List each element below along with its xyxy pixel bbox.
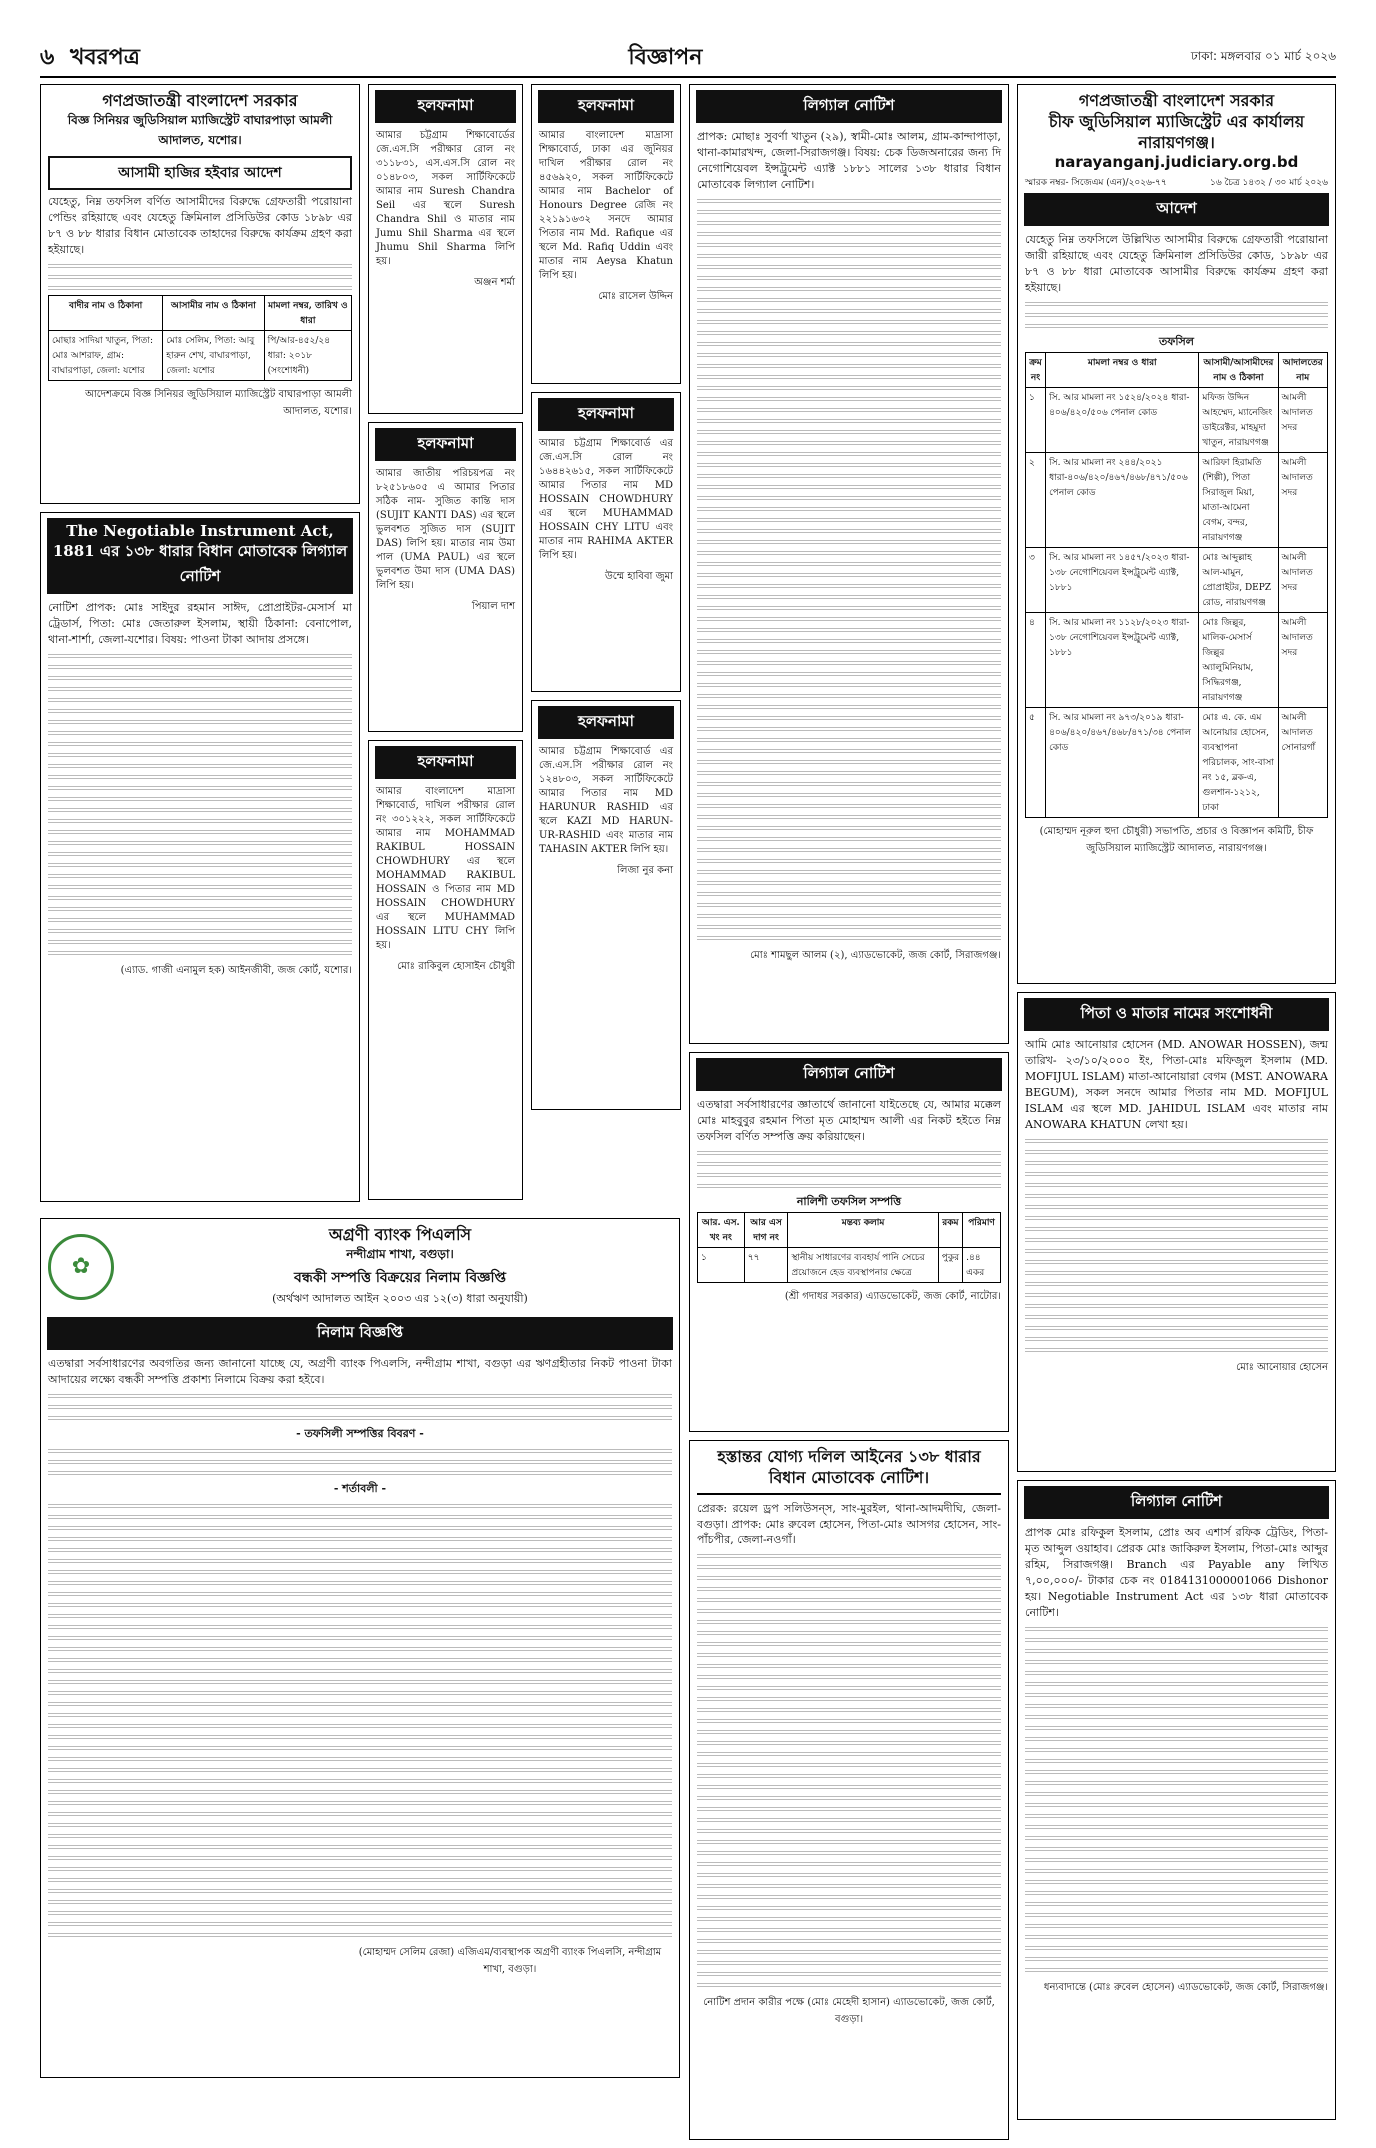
table-row bbox=[1026, 388, 1328, 453]
table-cell: মফিজ উদ্দিন আহম্মেদ, ম্যানেজিং ডাইরেক্টর, মাহমুদা খাতুন, নারায়ণগঞ্জ bbox=[1199, 388, 1278, 453]
paper-name: খবরপত্র bbox=[69, 43, 140, 70]
affidavit-heading: হলফনামা bbox=[538, 398, 674, 431]
ni-act-body: নোটিশ প্রাপক: মোঃ সাইদুর রহমান সাঈদ, প্রোপ্রাইটর-মেসার্স মা ট্রেডার্স, পিতা: মোঃ জেতারুল ইসলাম, স্থায়ী ঠিকানা: বেনাপোল, থানা-শার্শা, জেলা-যশোর। বিষয়: পাওনা টাকা আদায় প্রসঙ্গে। bbox=[48, 601, 352, 646]
masthead bbox=[40, 40, 1336, 78]
name-correction-body: আমি মোঃ আনোয়ার হোসেন (MD. ANOWAR HOSSEN), জন্ম তারিখ- ২৩/১০/২০০০ ইং, পিতা-মোঃ মফিজুল ইসলাম (MD. MOFIJUL ISLAM) মাতা-আনোয়ারা বেগম (MST. ANOWARA BEGUM), সকল সনদে আমার পিতার নাম MD. MOFIJUL ISLAM এর স্থলে MD. JAHIDUL ISLAM এবং মাতার নাম ANOWARA KHATUN লেখা হয়। bbox=[1025, 1038, 1328, 1131]
bank-logo-icon: ✿ bbox=[48, 1234, 114, 1300]
section-title: বিজ্ঞাপন bbox=[628, 44, 703, 70]
transfer-notice bbox=[689, 1440, 1009, 2140]
transfer-notice-heading: হস্তান্তর যোগ্য দলিল আইনের ১৩৮ ধারার বিধান মোতাবেক নোটিশ। bbox=[697, 1447, 1001, 1495]
table-row bbox=[1026, 548, 1328, 613]
table-cell: ৫ bbox=[1026, 708, 1046, 818]
legal-notice-heading: লিগ্যাল নোটিশ bbox=[696, 1058, 1002, 1091]
affidavit bbox=[531, 392, 681, 692]
legal-notice-signature: (শ্রী গদাধর সরকার) এ্যাডভোকেট, জজ কোর্ট, নাটোর। bbox=[784, 1290, 1001, 1302]
affidavit-signature: লিজা নুর কনা bbox=[617, 865, 673, 876]
column-2 bbox=[368, 84, 523, 1208]
ni-act-notice bbox=[40, 512, 360, 1202]
table-row bbox=[1026, 708, 1328, 818]
affidavit-signature: মোঃ রাকিবুল হোসাইন চৌধুরী bbox=[397, 961, 515, 972]
court-name: বিজ্ঞ সিনিয়র জুডিসিয়াল ম্যাজিস্ট্রেট বাঘারপাড়া আমলী আদালত, যশোর। bbox=[67, 112, 333, 147]
table-cell: ৩ bbox=[1026, 548, 1046, 613]
affidavit bbox=[368, 740, 523, 1200]
schedule-heading: - তফসিলী সম্পত্তির বিবরণ - bbox=[296, 1426, 424, 1440]
table-cell: মোঃ এ. কে. এম আনোয়ার হোসেন, ব্যবস্থাপনা পরিচালক, সাং-বাসা নং ১৫, ব্লক-এ, গুলশান-১২১২, ঢাকা bbox=[1199, 708, 1278, 818]
column-1 bbox=[40, 84, 360, 1210]
court-name: চীফ জুডিসিয়াল ম্যাজিস্ট্রেট এর কার্যালয় bbox=[1048, 111, 1305, 131]
memo-date: ১৬ চৈত্র ১৪৩২ / ৩০ মার্চ ২০২৬ bbox=[1210, 178, 1328, 189]
schedule-heading: নালিশী তফসিল সম্পত্তি bbox=[796, 1194, 902, 1208]
table-cell: আমলী আদালত সদর bbox=[1278, 453, 1327, 548]
bank-branch: নন্দীগ্রাম শাখা, বগুড়া। bbox=[346, 1246, 454, 1261]
page-number-and-paper-name bbox=[40, 40, 140, 77]
legal-notice-2 bbox=[689, 1052, 1009, 1432]
legal-notice-1 bbox=[689, 84, 1009, 1044]
affidavit bbox=[531, 84, 681, 384]
affidavit-signature: পিয়াল দাশ bbox=[471, 601, 515, 612]
court-schedule-table bbox=[48, 295, 352, 381]
court-govt-title: গণপ্রজাতন্ত্রী বাংলাদেশ সরকার bbox=[1078, 91, 1275, 110]
affidavit-heading: হলফনামা bbox=[538, 706, 674, 739]
name-correction-signature: মোঃ আনোয়ার হোসেন bbox=[1236, 1361, 1328, 1373]
table-header: আদালতের নাম bbox=[1278, 353, 1327, 388]
table-row bbox=[1026, 453, 1328, 548]
legal-notice-signature: ধন্যবাদান্তে (মোঃ রুবেল হোসেন) এ্যাডভোকেট, জজ কোর্ট, সিরাজগঞ্জ। bbox=[1043, 1981, 1328, 1993]
court-summons-ad bbox=[40, 84, 360, 504]
table-cell: সি. আর মামলা নং ১৫২৪/২০২৪ ধারা- ৪০৬/৪২০/৫০৬ পেনাল কোড bbox=[1046, 388, 1199, 453]
order-heading: আদেশ bbox=[1024, 193, 1329, 226]
cjm-court-order bbox=[1017, 84, 1336, 984]
table-cell: মোঃ আব্দুল্লাহ আল-মামুন, প্রোপ্রাইটর, DEPZ রোড, নারায়ণগঞ্জ bbox=[1199, 548, 1278, 613]
column-3 bbox=[531, 84, 681, 700]
auction-heading: নিলাম বিজ্ঞপ্তি bbox=[47, 1317, 673, 1350]
table-header: মামলা নম্বর ও ধারা bbox=[1046, 353, 1199, 388]
legal-notice-body: প্রাপক: মোছাঃ সুবর্ণা খাতুন (২৯), স্বামী-মোঃ আলম, গ্রাম-কান্দাপাড়া, থানা-কামারখন্দ, জেলা-সিরাজগঞ্জ। বিষয়: চেক ডিজঅনারের জন্য দি নেগোশিয়েবল ইন্সট্রুমেন্ট এ্যাক্ট ১৮৮১ সালের ১৩৮ ধারার বিধান মোতাবেক লিগ্যাল নোটিশ। bbox=[697, 130, 1001, 191]
table-cell: আমলী আদালত সদর bbox=[1278, 613, 1327, 708]
table-header: বাদীর নাম ও ঠিকানা bbox=[49, 295, 163, 330]
affidavit-text: আমার চট্টগ্রাম শিক্ষাবোর্ডের জে.এস.সি পরীক্ষার রোল নং ৩১১৮৩১, এস.এস.সি রোল নং ০১৪৮০৩, সকল সার্টিফিকেটে আমার নাম Suresh Chandra Seil এর স্থলে Suresh Chandra Shil ও মাতার নাম Jumu Shil Sharma এর স্থলে Jhumu Shil Sharma লিপি হয়। bbox=[376, 130, 515, 267]
affidavit-heading: হলফনামা bbox=[375, 428, 516, 461]
affidavit-heading: হলফনামা bbox=[538, 90, 674, 123]
legal-notice-body: এতদ্বারা সর্বসাধারণের জ্ঞাতার্থে জানানো যাইতেছে যে, আমার মক্কেল মোঃ মাহবুবুর রহমান পিতা মৃত মোহাম্মদ আলী এর নিকট হইতে নিম্ন তফসিল বর্ণিত সম্পত্তি ক্রয় করিয়াছেন। bbox=[697, 1098, 1001, 1143]
affidavit-heading: হলফনামা bbox=[375, 90, 516, 123]
bank-law: (অর্থঋণ আদালত আইন ২০০৩ এর ১২(৩) ধারা অনুযায়ী) bbox=[272, 1291, 528, 1305]
ni-act-heading: The Negotiable Instrument Act, 1881 এর ১৩৮ ধারার বিধান মোতাবেক লিগ্যাল নোটিশ bbox=[47, 518, 353, 594]
legal-notice-body: প্রাপক মোঃ রফিকুল ইসলাম, প্রোঃ অব এশার্স রফিক ট্রেডিং, পিতা-মৃত আব্দুল ওয়াহাব। প্রেরক মোঃ জাকিরুল ইসলাম, পিতা-মোঃ আব্দুর রহিম, সিরাজগঞ্জ। Branch এর Payable any লিখিত ৭,০০,০০০/- টাকার চেক নং 0184131000001066 Dishonor হয়। Negotiable Instrument Act এর ১৩৮ ধারা মোতাবেক নোটিশ। bbox=[1025, 1526, 1328, 1619]
transfer-notice-signature: নোটিশ প্রদান কারীর পক্ষে (মোঃ মেহেদী হাসান) এ্যাডভোকেট, জজ কোর্ট, বগুড়া। bbox=[703, 1997, 995, 2026]
table-cell: ৭৭ bbox=[744, 1247, 788, 1282]
column-5 bbox=[1017, 84, 1336, 2128]
affidavit-text: আমার চট্টগ্রাম শিক্ষাবোর্ড এর জে.এস.সি পরীক্ষার রোল নং ১২৪৮০৩, সকল সার্টিফিকেটে আমার পিতার নাম MD HARUNUR RASHID এর স্থলে KAZI MD HARUN-UR-RASHID এবং মাতার নাম TAHASIN AKTER লিপি হয়। bbox=[539, 746, 673, 855]
transfer-notice-body: প্রেরক: রয়েল ড্রপ সলিউসন্‌স, সাং-মুরইল, থানা-আদমদীঘি, জেলা-বগুড়া। প্রাপক: মোঃ রুবেল হোসেন, পিতা-মোঃ আসগর হোসেন, সাং-পাঁচপীর, জেলা-নওগাঁ। bbox=[697, 1501, 1001, 1547]
table-header: রকম bbox=[938, 1212, 962, 1247]
name-correction-heading: পিতা ও মাতার নামের সংশোধনী bbox=[1024, 998, 1329, 1031]
legal-notice-signature: মোঃ শামছুল আলম (২), এ্যাডভোকেট, জজ কোর্ট, সিরাজগঞ্জ। bbox=[750, 949, 1001, 961]
table-cell: সি. আর মামলা নং ১১২৮/২০২৩ ধারা- ১৩৮ নেগোশিয়েবল ইন্সট্রুমেন্ট এ্যাক্ট, ১৮৮১ bbox=[1046, 613, 1199, 708]
auction-body: এতদ্বারা সর্বসাধারণের অবগতির জন্য জানানো যাচ্ছে যে, অগ্রণী ব্যাংক পিএলসি, নন্দীগ্রাম শাখা, বগুড়া এর ঋণগ্রহীতার নিকট পাওনা টাকা আদায়ের লক্ষ্যে বন্ধকী সম্পত্তি প্রকাশ্য নিলামে বিক্রয় করা হইবে। bbox=[48, 1356, 672, 1386]
court-order-body: যেহেতু নিম্ন তফসিলে উল্লিখিত আসামীর বিরুদ্ধে গ্রেফতারী পরোয়ানা জারী রহিয়াছে এবং যেহেতু ক্রিমিনাল প্রসিডিউর কোড, ১৮৯৮ এর ৮৭ ও ৮৮ ধারা মোতাবেক আসামীর বিরুদ্ধে কার্যক্রম গ্রহণ করা হইয়াছে। bbox=[1025, 233, 1328, 295]
land-schedule-table bbox=[697, 1212, 1001, 1283]
table-cell: পি/আর-৪৫২/২৪ ধারা: ২০১৮ (সংশোধনী) bbox=[264, 330, 351, 380]
table-cell: .৪৪ একর bbox=[963, 1247, 1001, 1282]
table-cell: পুকুর bbox=[938, 1247, 962, 1282]
legal-notice-3 bbox=[1017, 1480, 1336, 2120]
table-row bbox=[1026, 613, 1328, 708]
table-cell: ১ bbox=[698, 1247, 745, 1282]
bank-subject: বন্ধকী সম্পত্তি বিক্রয়ের নিলাম বিজ্ঞপ্তি bbox=[293, 1269, 507, 1286]
table-header: পরিমাণ bbox=[963, 1212, 1001, 1247]
column-3-lower bbox=[531, 700, 681, 1118]
court-signature: (মোহাম্মদ নূরুল হুদা চৌধুরী) সভাপতি, প্রচার ও বিজ্ঞাপন কমিটি, চীফ জুডিসিয়াল ম্যাজিস্ট্রেট আদালত, নারায়ণগঞ্জ। bbox=[1039, 826, 1314, 855]
table-cell: ৪ bbox=[1026, 613, 1046, 708]
table-row bbox=[698, 1247, 1001, 1282]
affidavit-signature: মোঃ রাসেল উদ্দিন bbox=[598, 291, 673, 302]
table-cell: মোছাঃ সাদিয়া খাতুন, পিতা: মোঃ আশরাফ, গ্রাম: বাঘারপাড়া, জেলা: যশোর bbox=[49, 330, 163, 380]
legal-notice-heading: লিগ্যাল নোটিশ bbox=[1024, 1486, 1329, 1519]
table-header: মামলা নম্বর, তারিখ ও ধারা bbox=[264, 295, 351, 330]
conditions-heading: - শর্তাবলী - bbox=[333, 1481, 387, 1495]
table-cell: স্থানীয় সাধারণের ব্যবহার্য পানি সেচের প্রয়োজনে হেড ব্যবস্থাপনার ক্ষেত্রে bbox=[788, 1247, 938, 1282]
court-website: narayanganj.judiciary.org.bd bbox=[1054, 153, 1299, 172]
order-heading: আসামী হাজির হইবার আদেশ bbox=[48, 156, 352, 190]
table-cell: সি. আর মামলা নং ২৪৪/২০২১ ধারা-৪০৬/৪২০/৪৬৭/৪৬৮/৪৭১/৫০৬ পেনাল কোড bbox=[1046, 453, 1199, 548]
memo-number: স্মারক নম্বর- সিজেএম (এন)/২০২৬-৭৭ bbox=[1025, 178, 1167, 189]
table-cell: মোঃ সেলিম, পিতা: আবু হারুন শেখ, বাঘারপাড়া, জেলা: যশোর bbox=[163, 330, 264, 380]
table-header: আসামী/আসামীদের নাম ও ঠিকানা bbox=[1199, 353, 1278, 388]
table-cell: ২ bbox=[1026, 453, 1046, 548]
table-header: আর. এস. খং নং bbox=[698, 1212, 745, 1247]
table-row bbox=[49, 330, 352, 380]
table-cell: সি. আর মামলা নং ৯৭৩/২০১৯ ধারা- ৪০৬/৪২০/৪৬৭/৪৬৮/৪৭১/৩৪ পেনাল কোড bbox=[1046, 708, 1199, 818]
bank-auction-ad bbox=[40, 1218, 680, 2086]
table-header: আর এস দাগ নং bbox=[744, 1212, 788, 1247]
affidavit-text: আমার জাতীয় পরিচয়পত্র নং ৮২৫১৮৬০৫ এ আমার পিতার সঠিক নাম- সুজিত কান্তি দাস (SUJIT KANTI DAS) এর স্থলে ভুলবশত সুজিত দাস (SUJIT DAS) লিপি হয়। মাতার নাম উমা পাল (UMA PAUL) এর স্থলে ভুলবশত উমা দাস (UMA DAS) লিপি হয়। bbox=[376, 468, 515, 591]
affidavit-text: আমার বাংলাদেশ মাদ্রাসা শিক্ষাবোর্ড, দাখিল পরীক্ষার রোল নং ৩০১২২২, সকল সার্টিফিকেটে আমার নাম MOHAMMAD RAKIBUL HOSSAIN CHOWDHURY এর স্থলে MOHAMMAD RAKIBUL HOSSAIN ও পিতার নাম MD HOSSAIN CHOWDHURY এর স্থলে MUHAMMAD HOSSAIN LITU CHY লিপি হয়। bbox=[376, 786, 515, 951]
legal-notice-heading: লিগ্যাল নোটিশ bbox=[696, 90, 1002, 123]
name-correction-ad bbox=[1017, 992, 1336, 1472]
affidavit bbox=[368, 84, 523, 414]
court-signature: আদেশক্রমে বিজ্ঞ সিনিয়র জুডিসিয়াল ম্যাজিস্ট্রেট বাঘারপাড়া আমলী আদালত, যশোর। bbox=[85, 388, 352, 417]
table-header: মন্তব্য কলাম bbox=[788, 1212, 938, 1247]
table-cell: আরিফা হিরামতি (শিল্পী), পিতা সিরাজুল মিয়া, মাতা-আমেনা বেগম, বন্দর, নারায়ণগঞ্জ bbox=[1199, 453, 1278, 548]
affidavit-heading: হলফনামা bbox=[375, 746, 516, 779]
table-header: ক্রম নং bbox=[1026, 353, 1046, 388]
bank-name: অগ্রণী ব্যাংক পিএলসি bbox=[328, 1225, 472, 1244]
affidavit-signature: অঞ্জন শর্মা bbox=[474, 277, 515, 288]
table-header: আসামীর নাম ও ঠিকানা bbox=[163, 295, 264, 330]
ni-act-signature: (এ্যাড. গাজী এনামুল হক) আইনজীবী, জজ কোর্ট, যশোর। bbox=[120, 964, 352, 976]
table-cell: মোঃ জিল্লুর, মালিক-মেসার্স জিল্লুর অ্যালুমিনিয়াম, সিদ্ধিরগঞ্জ, নারায়ণগঞ্জ bbox=[1199, 613, 1278, 708]
cjm-schedule-table bbox=[1025, 352, 1328, 818]
schedule-heading: তফসিল bbox=[1159, 335, 1194, 349]
bank-signature: (মোহাম্মদ সেলিম রেজা) এজিএম/ব্যবস্থাপক অগ্রণী ব্যাংক পিএলসি, নন্দীগ্রাম শাখা, বগুড়া। bbox=[358, 1946, 662, 1975]
affidavit bbox=[531, 700, 681, 1110]
table-cell: আমলী আদালত সোনারগাঁ bbox=[1278, 708, 1327, 818]
court-location: নারায়ণগঞ্জ। bbox=[1138, 132, 1215, 152]
table-cell: আমলী আদালত সদর bbox=[1278, 548, 1327, 613]
affidavit-signature: উম্মে হাবিবা জুমা bbox=[604, 571, 673, 582]
table-cell: সি. আর মামলা নং ১৪৫৭/২০২৩ ধারা- ১৩৮ নেগোশিয়েবল ইন্সট্রুমেন্ট এ্যাক্ট, ১৮৮১ bbox=[1046, 548, 1199, 613]
affidavit-text: আমার চট্টগ্রাম শিক্ষাবোর্ড এর জে.এস.সি রোল নং ১৬৪৪২৬১৫, সকল সার্টিফিকেটে আমার পিতার নাম MD HOSSAIN CHOWDHURY এর স্থলে MUHAMMAD HOSSAIN CHY LITU এবং মাতার নাম RAHIMA AKTER লিপি হয়। bbox=[539, 438, 673, 561]
column-4 bbox=[689, 84, 1009, 2148]
table-cell: আমলী আদালত সদর bbox=[1278, 388, 1327, 453]
court-govt-title: গণপ্রজাতন্ত্রী বাংলাদেশ সরকার bbox=[102, 91, 298, 110]
page-number: ৬ bbox=[40, 43, 55, 70]
table-cell: ১ bbox=[1026, 388, 1046, 453]
court-order-body: যেহেতু, নিম্ন তফসিল বর্ণিত আসামীদের বিরুদ্ধে গ্রেফতারী পরোয়ানা পেন্ডিং রহিয়াছে এবং যেহেতু ক্রিমিনাল প্রসিডিউর কোড ১৮৯৮ এর ৮৭ ও ৮৮ ধারার বিধান মোতাবেক তাহাদের বিরুদ্ধে কার্যক্রম গ্রহণ করা হইয়াছে। bbox=[48, 194, 352, 256]
affidavit-text: আমার বাংলাদেশ মাদ্রাসা শিক্ষাবোর্ড, ঢাকা এর জুনিয়র দাখিল পরীক্ষার রোল নং ৪৫৬৯২০, সকল সার্টিফিকেটে আমার নাম Bachelor of Honours Degree রেজি নং ২২১৯১৬৩২ সনদে আমার পিতার নাম Md. Rafique এর স্থলে Md. Rafiq Uddin এবং মাতার নাম Aeysa Khatun লিপি হয়। bbox=[539, 130, 673, 281]
affidavit bbox=[368, 422, 523, 732]
dateline: ঢাকা: মঙ্গলবার ০১ মার্চ ২০২৬ bbox=[1190, 49, 1336, 63]
